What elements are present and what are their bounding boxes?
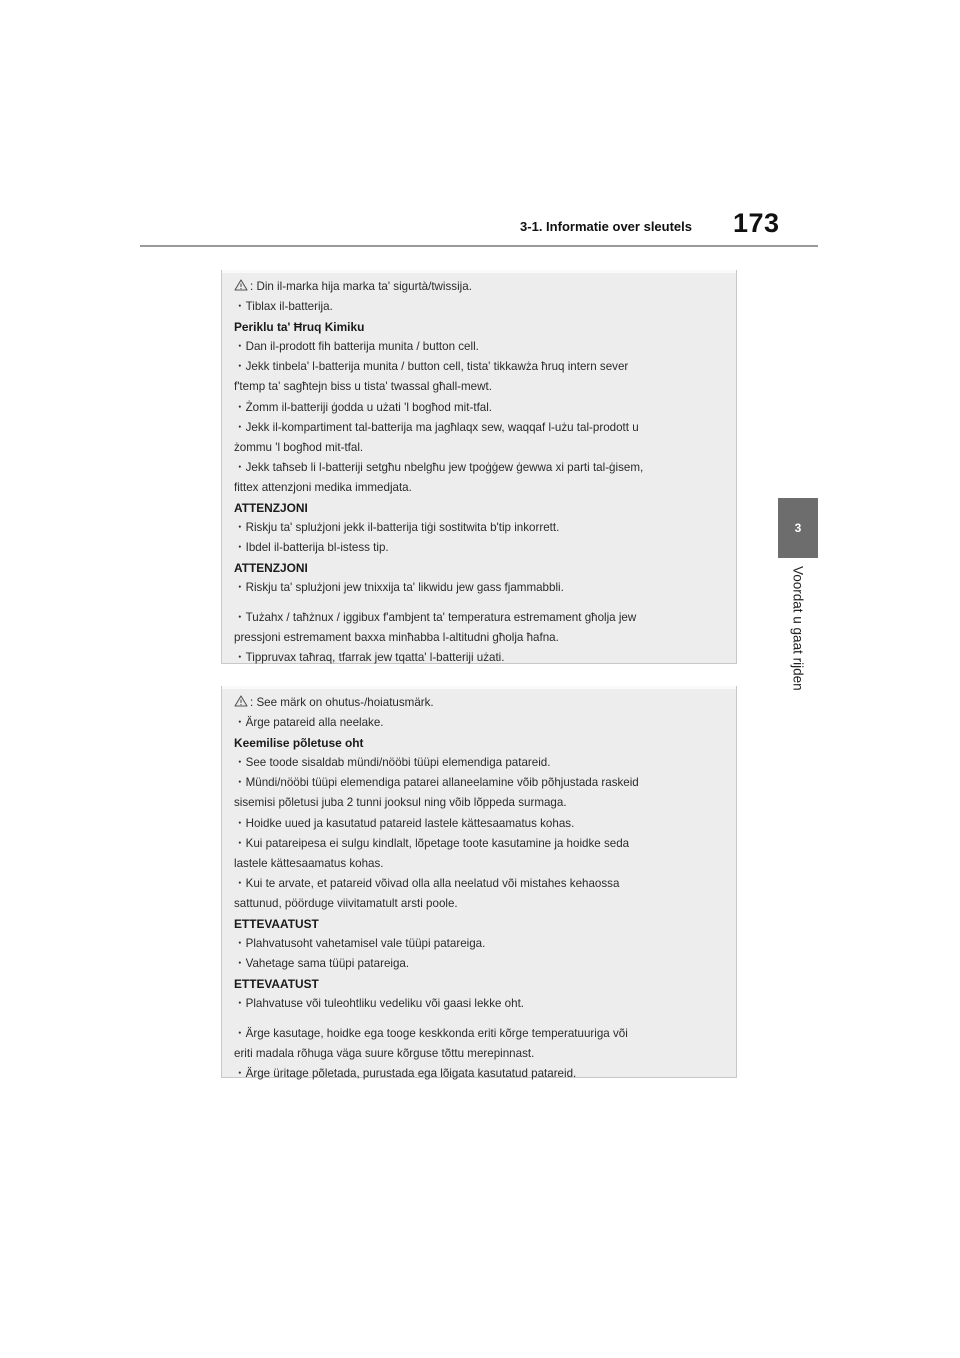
warning-text-line	[234, 438, 726, 458]
warning-text-line	[234, 608, 726, 628]
line-text: ・Tiblax il-batterija.	[234, 300, 333, 314]
warning-text-line	[234, 538, 726, 558]
warning-heading	[234, 317, 726, 337]
warning-text-line	[234, 628, 726, 648]
line-text: ・Ibdel il-batterija bl-istess tip.	[234, 541, 389, 555]
chapter-title: Voordat u gaat rijden	[790, 566, 806, 691]
line-text: ETTEVAATUST	[234, 917, 319, 932]
warning-heading	[234, 733, 726, 753]
warning-box-estonian	[221, 686, 737, 1078]
warning-text-line	[234, 518, 726, 538]
warning-text-line	[234, 793, 726, 813]
warning-heading	[234, 498, 726, 518]
line-text: Keemilise põletuse oht	[234, 736, 364, 751]
line-text: ・Ärge üritage põletada, purustada ega lõigata kasutatud patareid.	[234, 1066, 577, 1080]
warning-text-line	[234, 994, 726, 1014]
warning-text-line	[234, 934, 726, 954]
warning-text-line	[234, 1024, 726, 1044]
line-text: ・Hoidke uued ja kasutatud patareid lastele kättesaamatus kohas.	[234, 816, 575, 830]
warning-text-line	[234, 418, 726, 438]
warning-text-line	[234, 398, 726, 418]
warning-text-line	[234, 337, 726, 357]
line-text: ・See toode sisaldab mündi/nööbi tüüpi elemendiga patareid.	[234, 756, 551, 770]
line-text: : Din il-marka hija marka ta' sigurtà/twissija.	[250, 280, 472, 293]
warning-text-line	[234, 954, 726, 974]
line-text: Periklu ta' Ħruq Kimiku	[234, 320, 365, 335]
line-text: ・Tippruvax taħraq, tfarrak jew tqatta' l-batteriji użati.	[234, 650, 505, 664]
warning-text-line	[234, 834, 726, 854]
line-text: żommu 'l bogħod mit-tfal.	[234, 440, 364, 454]
line-text: ・Kui patareipesa ei sulgu kindlalt, lõpetage toote kasutamine ja hoidke seda	[234, 836, 630, 850]
line-text: eriti madala rõhuga väga suure kõrguse tõttu merepinnast.	[234, 1046, 535, 1060]
warning-text-line	[234, 773, 726, 793]
paragraph-gap	[234, 1015, 726, 1024]
line-text: ・Ärge kasutage, hoidke ega tooge keskkonda eriti kõrge temperatuuriga või	[234, 1026, 628, 1040]
line-text: ATTENZJONI	[234, 561, 308, 576]
line-text: sattunud, pöörduge viivitamatult arsti poole.	[234, 896, 458, 910]
line-text: ・Ärge patareid alla neelake.	[234, 716, 384, 730]
chapter-number: 3	[794, 521, 802, 535]
warning-text-line	[234, 1064, 726, 1084]
warning-text-line	[234, 894, 726, 914]
warning-text-line	[234, 297, 726, 317]
warning-triangle-icon	[234, 279, 248, 291]
section-title: 3-1. Informatie over sleutels	[520, 219, 692, 234]
warning-text-line	[234, 478, 726, 498]
warning-text-line	[234, 377, 726, 397]
box-top-edge	[222, 270, 736, 273]
box-top-edge	[222, 686, 736, 689]
warning-box-maltese	[221, 270, 737, 664]
warning-text-line	[234, 874, 726, 894]
warning-text-line	[234, 277, 726, 297]
paragraph-gap	[234, 599, 726, 608]
warning-text-line	[234, 814, 726, 834]
line-text: ・Vahetage sama tüüpi patareiga.	[234, 957, 410, 971]
warning-text-line	[234, 693, 726, 713]
warning-text-line	[234, 753, 726, 773]
line-text: : See märk on ohutus-/hoiatusmärk.	[250, 696, 434, 709]
warning-text-line	[234, 648, 726, 668]
warning-text-line	[234, 1044, 726, 1064]
line-text: ・Jekk tinbela' l-batterija munita / button cell, tista' tikkawża ħruq intern sever	[234, 360, 629, 374]
line-text: ・Jekk il-kompartiment tal-batterija ma jagħlaqx sew, waqqaf l-użu tal-prodott u	[234, 420, 639, 434]
line-text: ・Mündi/nööbi tüüpi elemendiga patarei allaneelamine võib põhjustada raskeid	[234, 776, 639, 790]
chapter-tab	[778, 498, 818, 558]
warning-triangle-icon	[234, 695, 248, 707]
line-text: ATTENZJONI	[234, 501, 308, 516]
line-text: ETTEVAATUST	[234, 977, 319, 992]
page-number: 173	[733, 208, 780, 238]
line-text: ・Riskju ta' splużjoni jew tnixxija ta' likwidu jew gass fjammabbli.	[234, 581, 564, 595]
warning-heading	[234, 974, 726, 994]
line-text: ・Dan il-prodott fih batterija munita / button cell.	[234, 340, 479, 354]
warning-text-line	[234, 854, 726, 874]
line-text: fittex attenzjoni medika immedjata.	[234, 480, 412, 494]
line-text: ・Riskju ta' splużjoni jekk il-batterija tiġi sostitwita b'tip inkorrett.	[234, 521, 560, 535]
warning-text-line	[234, 458, 726, 478]
line-text: sisemisi põletusi juba 2 tunni jooksul ning võib lõppeda surmaga.	[234, 796, 567, 810]
warning-heading	[234, 914, 726, 934]
warning-heading	[234, 558, 726, 578]
line-text: ・Plahvatusoht vahetamisel vale tüüpi patareiga.	[234, 937, 486, 951]
line-text: f'temp ta' sagħtejn biss u tista' twassal għall-mewt.	[234, 380, 492, 394]
line-text: ・Kui te arvate, et patareid võivad olla alla neelatud või mistahes kehaossa	[234, 876, 620, 890]
line-text: pressjoni estremament baxxa minħabba l-altitudni għolja ħafna.	[234, 630, 559, 644]
header-rule	[140, 245, 818, 247]
line-text: ・Żomm il-batteriji ġodda u użati 'l bogħod mit-tfal.	[234, 400, 493, 414]
warning-text-line	[234, 713, 726, 733]
line-text: ・Tużahx / taħżnux / iggibux f'ambjent ta' temperatura estremament għolja jew	[234, 610, 637, 624]
line-text: ・Plahvatuse või tuleohtliku vedeliku või gaasi lekke oht.	[234, 997, 525, 1011]
line-text: ・Jekk taħseb li l-batteriji setgħu nbelgħu jew tpoġġew ġewwa xi parti tal-ġisem,	[234, 460, 644, 474]
warning-text-line	[234, 578, 726, 598]
line-text: lastele kättesaamatus kohas.	[234, 856, 384, 870]
warning-text-line	[234, 357, 726, 377]
